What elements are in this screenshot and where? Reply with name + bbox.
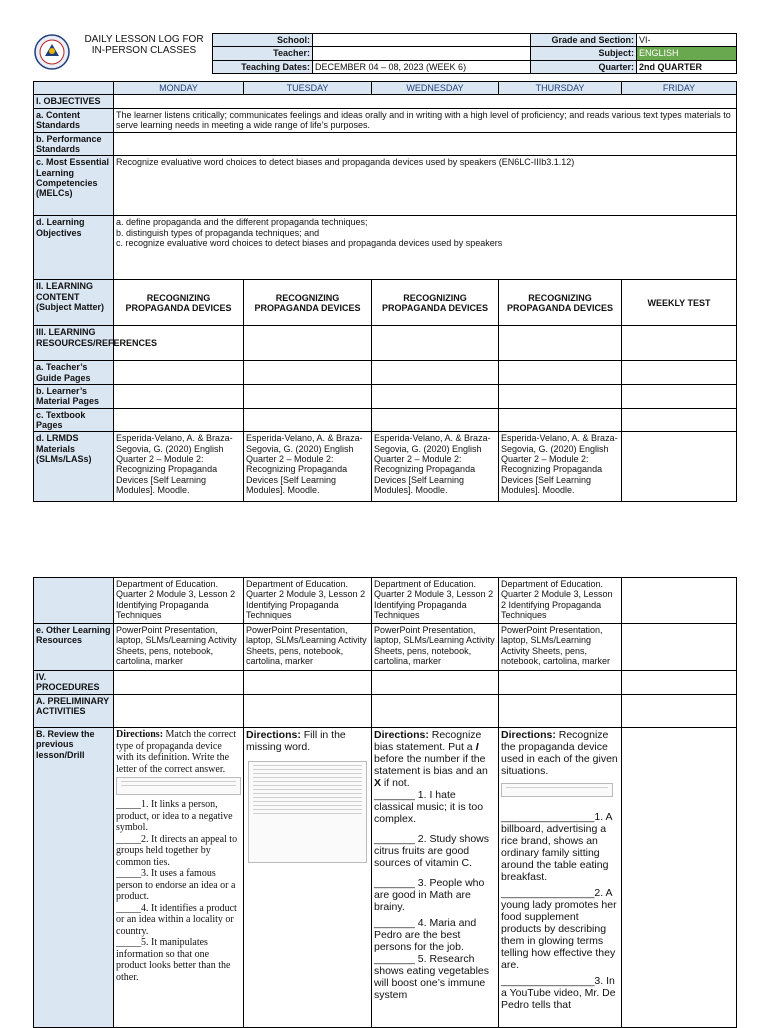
mark-x: X [374, 777, 382, 789]
teacher-label: Teacher: [213, 47, 313, 60]
propaganda-choices-image [501, 783, 613, 797]
lrmds-monday: Esperida-Velano, A. & Braza-Segovia, G. (2020) English Quarter 2 – Module 2: Recognizing Propaganda Devices [Self Learning Modules]. Moodle. [114, 432, 244, 502]
deped-ref-wednesday: Department of Education. Quarter 2 Module 3, Lesson 2 Identifying Propaganda Techniques [372, 578, 499, 624]
learning-objectives-text [114, 216, 737, 280]
wednesday-directions-label: Directions: [374, 729, 429, 741]
monday-item: _____3. It uses a famous person to endorse an idea or a product. [116, 868, 236, 902]
content-standards-label: a. Content Standards [34, 108, 114, 132]
thursday-directions-text: Recognize the propaganda device used in each of the given situations. [501, 729, 618, 777]
document-title-line2: IN-PERSON CLASSES [91, 45, 197, 56]
lrmds-wednesday: Esperida-Velano, A. & Braza-Segovia, G. (2020) English Quarter 2 – Module 2: Recognizing Propaganda Devices [Self Learning Modules]. Moodle. [372, 432, 499, 502]
dates-label: Teaching Dates: [213, 60, 313, 73]
review-drill-label: B. Review the previous lesson/Drill [34, 728, 114, 1028]
wednesday-item: _______ 1. I hate classical music; it is too complex. [374, 789, 484, 825]
subject-label: Subject: [531, 47, 637, 60]
day-friday: FRIDAY [622, 82, 737, 95]
wednesday-directions-text: if not. [381, 777, 410, 789]
objective-item: c. recognize evaluative word choices to detect biases and propaganda devices used by speakers [116, 238, 503, 249]
monday-activity [114, 728, 244, 1028]
topic-tuesday: RECOGNIZING PROPAGANDA DEVICES [244, 280, 372, 326]
grade-field[interactable]: VI- [637, 34, 737, 47]
wednesday-directions-text: before the number if the statement is bias and an [374, 753, 488, 777]
matching-choices-image [116, 777, 241, 795]
wednesday-item: _______ 3. People who are good in Math are brainy. [374, 877, 485, 913]
day-thursday: THURSDAY [499, 82, 622, 95]
monday-directions-text: Match the correct type of propaganda device with its definition. Write the letter of the correct answer. [116, 729, 237, 775]
deped-ref-monday: Department of Education. Quarter 2 Module 3, Lesson 2 Identifying Propaganda Techniques [114, 578, 244, 624]
monday-item: _____4. It identifies a product or an idea within a locality or country. [116, 902, 237, 937]
tuesday-activity [244, 728, 372, 1028]
day-header-row [34, 82, 737, 95]
thursday-item: ________________1. A billboard, advertising a rice brand, shows an ordinary family sitting around the table eating breakfast. [501, 811, 612, 883]
document-title-line1: DAILY LESSON LOG FOR [84, 34, 204, 45]
lesson-log-table-continued [33, 577, 737, 1028]
tuesday-directions-label: Directions: [246, 729, 301, 741]
other-resources-thursday: PowerPoint Presentation, laptop, SLMs/Learning Activity Sheets, pens, notebook, cartolina, marker [499, 624, 622, 671]
day-wednesday: WEDNESDAY [372, 82, 499, 95]
monday-directions-label: Directions: [116, 729, 164, 740]
performance-standards-text [114, 132, 737, 156]
topic-monday: RECOGNIZING PROPAGANDA DEVICES [114, 280, 244, 326]
learners-material-label: b. Learner’s Material Pages [34, 385, 114, 409]
thursday-item: ________________2. A young lady promotes her food supplement products by describing them in glowing terms telling how effective they are. [501, 887, 617, 971]
wednesday-item: _______ 5. Research shows eating vegetables will boost one’s immune system [374, 953, 489, 1001]
melcs-text: Recognize evaluative word choices to detect biases and propaganda devices used by speakers (EN6LC-IIIb3.1.12) [114, 156, 737, 216]
tuesday-directions-text: Fill in the missing word. [246, 729, 346, 753]
monday-item: _____2. It directs an appeal to groups held together by common ties. [116, 833, 238, 868]
mark-i: I [475, 741, 479, 753]
subject-field[interactable]: ENGLISH [637, 47, 737, 60]
thursday-item: ________________3. In a YouTube video, Mr. De Pedro tells that [501, 975, 616, 1011]
wednesday-activity [372, 728, 499, 1028]
grade-label: Grade and Section: [531, 34, 637, 47]
monday-item: _____5. It manipulates information so that one product looks better than the other. [116, 937, 231, 983]
learning-content-label: II. LEARNING CONTENT (Subject Matter) [34, 280, 114, 326]
lrmds-thursday: Esperida-Velano, A. & Braza-Segovia, G. (2020) English Quarter 2 – Module 2: Recognizing Propaganda Devices [Self Learning Modules]. Moodle. [499, 432, 622, 502]
day-tuesday: TUESDAY [244, 82, 372, 95]
thursday-directions-label: Directions: [501, 729, 556, 741]
deped-ref-tuesday: Department of Education. Quarter 2 Module 3, Lesson 2 Identifying Propaganda Techniques [244, 578, 372, 624]
school-label: School: [213, 34, 313, 47]
wednesday-item: _______ 2. Study shows citrus fruits are good sources of vitamin C. [374, 833, 489, 869]
other-resources-monday: PowerPoint Presentation, laptop, SLMs/Learning Activity Sheets, pens, notebook, cartolina, marker [114, 624, 244, 671]
performance-standards-label: b. Performance Standards [34, 132, 114, 156]
lrmds-label: d. LRMDS Materials (SLMs/LASs) [34, 432, 114, 502]
learning-resources-label: III. LEARNING RESOURCES/REFERENCES [34, 326, 114, 361]
objective-item: b. distinguish types of propaganda techniques; and [116, 227, 320, 238]
wednesday-item: _______ 4. Maria and Pedro are the best persons for the job. [374, 917, 477, 953]
other-resources-wednesday: PowerPoint Presentation, laptop, SLMs/Learning Activity Sheets, pens, notebook, cartolina, marker [372, 624, 499, 671]
content-standards-text: The learner listens critically; communicates feelings and ideas orally and in writing with a high level of proficiency; and reads various text types materials to serve learning needs in meeting a wide range of life’s purposes. [114, 108, 737, 132]
quarter-label: Quarter: [531, 60, 637, 73]
objectives-heading: I. OBJECTIVES [34, 95, 114, 108]
quarter-field[interactable]: 2nd QUARTER [637, 60, 737, 73]
topic-thursday: RECOGNIZING PROPAGANDA DEVICES [499, 280, 622, 326]
thursday-activity [499, 728, 622, 1028]
school-field[interactable] [313, 34, 531, 47]
day-monday: MONDAY [114, 82, 244, 95]
preliminary-label: A. PRELIMINARY ACTIVITIES [34, 695, 114, 728]
weekly-test: WEEKLY TEST [622, 280, 737, 326]
teachers-guide-label: a. Teacher’s Guide Pages [34, 361, 114, 385]
procedures-label: IV. PROCEDURES [34, 671, 114, 695]
monday-item: _____1. It links a person, product, or idea to a negative symbol. [116, 799, 233, 833]
deped-seal-logo [34, 34, 70, 70]
deped-ref-thursday: Department of Education. Quarter 2 Module 3, Lesson 2 Identifying Propaganda Techniques [499, 578, 622, 624]
lrmds-tuesday: Esperida-Velano, A. & Braza-Segovia, G. (2020) English Quarter 2 – Module 2: Recognizing Propaganda Devices [Self Learning Modules]. Moodle. [244, 432, 372, 502]
dates-field[interactable]: DECEMBER 04 – 08, 2023 (WEEK 6) [313, 60, 531, 73]
lesson-log-table [33, 81, 737, 502]
header-table [212, 33, 737, 74]
other-resources-label: e. Other Learning Resources [34, 624, 114, 671]
other-resources-tuesday: PowerPoint Presentation, laptop, SLMs/Learning Activity Sheets, pens, notebook, cartolina, marker [244, 624, 372, 671]
learning-objectives-label: d. Learning Objectives [34, 216, 114, 280]
fill-in-worksheet-image [248, 761, 367, 863]
document-title [78, 34, 210, 56]
textbook-label: c. Textbook Pages [34, 408, 114, 432]
teacher-field[interactable] [313, 47, 531, 60]
melcs-label: c. Most Essential Learning Competencies (MELCs) [34, 156, 114, 216]
wednesday-directions-text: Recognize bias statement. Put a [374, 729, 482, 753]
objective-item: a. define propaganda and the different propaganda techniques; [116, 217, 368, 228]
topic-wednesday: RECOGNIZING PROPAGANDA DEVICES [372, 280, 499, 326]
